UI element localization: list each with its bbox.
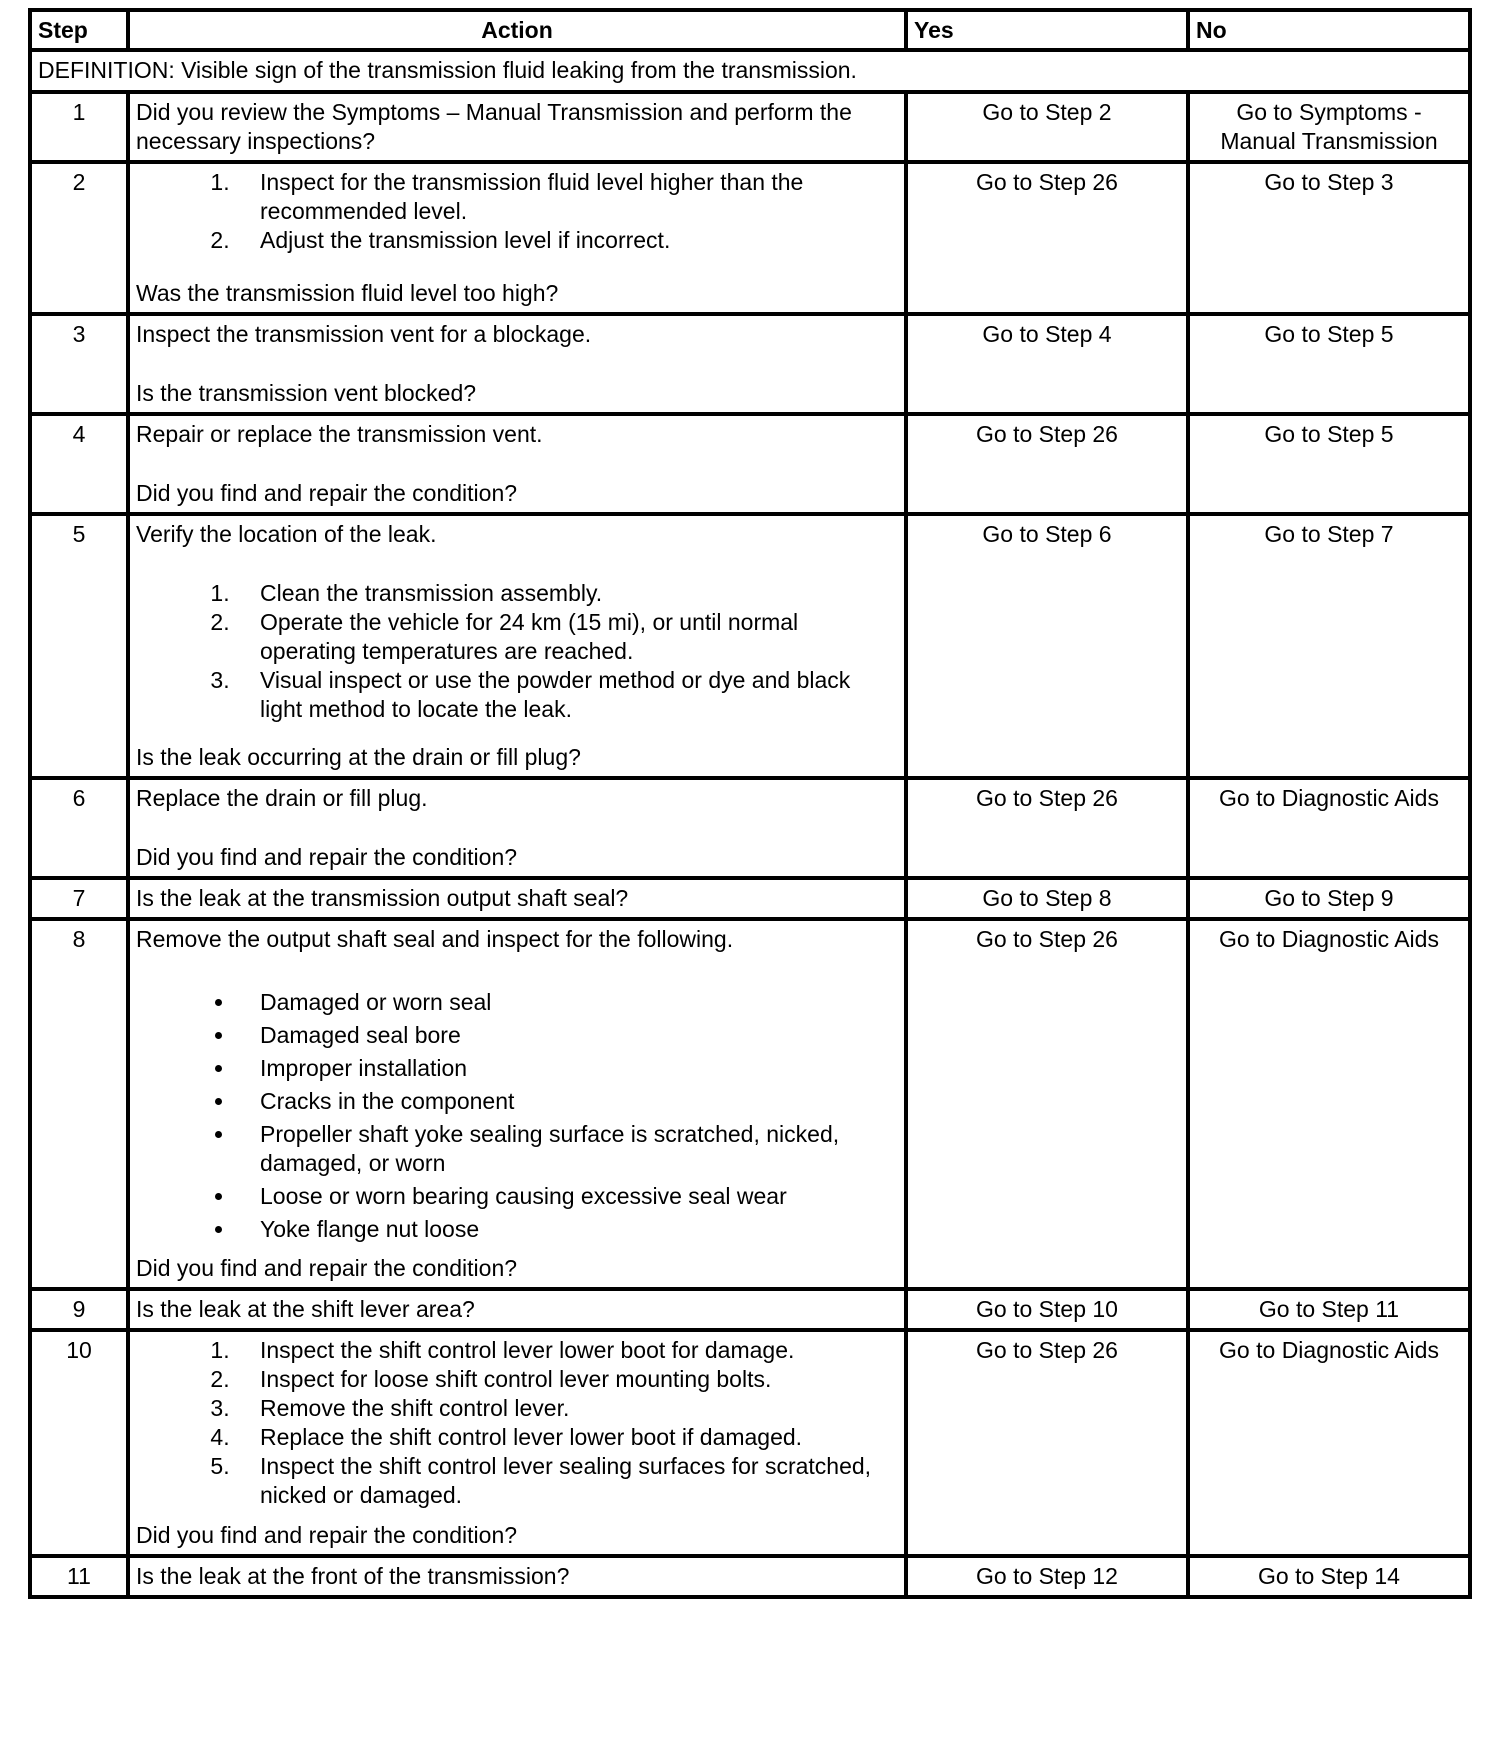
list-item: 2. Adjust the transmission level if incorrect. bbox=[236, 226, 898, 255]
no-cell: Go to Step 5 bbox=[1188, 314, 1470, 414]
action-cell bbox=[128, 1330, 906, 1556]
no-cell: Go to Step 7 bbox=[1188, 514, 1470, 778]
table-row bbox=[30, 1556, 1470, 1597]
step-number: 1 bbox=[30, 92, 128, 162]
list-item: • Damaged or worn seal bbox=[236, 988, 898, 1017]
action-question: Was the transmission fluid level too high? bbox=[136, 280, 559, 306]
action-question: Is the transmission vent blocked? bbox=[136, 380, 477, 406]
action-intro: Repair or replace the transmission vent. bbox=[136, 421, 543, 447]
table-row bbox=[30, 414, 1470, 514]
table-row bbox=[30, 514, 1470, 778]
step-number: 8 bbox=[30, 919, 128, 1289]
step-number: 7 bbox=[30, 878, 128, 919]
action-cell bbox=[128, 314, 906, 414]
step-number: 11 bbox=[30, 1556, 128, 1597]
numbered-list bbox=[136, 168, 898, 255]
action-question: Did you find and repair the condition? bbox=[136, 844, 518, 870]
table-row bbox=[30, 314, 1470, 414]
step-number: 9 bbox=[30, 1289, 128, 1330]
yes-cell: Go to Step 26 bbox=[906, 414, 1188, 514]
action-text: Is the leak at the shift lever area? bbox=[136, 1296, 475, 1322]
action-intro: Verify the location of the leak. bbox=[136, 521, 437, 547]
step-number: 3 bbox=[30, 314, 128, 414]
list-item: 4. Replace the shift control lever lower boot if damaged. bbox=[236, 1423, 898, 1452]
header-step: Step bbox=[30, 10, 128, 50]
table-row bbox=[30, 878, 1470, 919]
action-cell bbox=[128, 162, 906, 314]
table-row bbox=[30, 1330, 1470, 1556]
action-intro: Remove the output shaft seal and inspect for the following. bbox=[136, 926, 734, 952]
yes-cell: Go to Step 4 bbox=[906, 314, 1188, 414]
diagnostic-table bbox=[28, 8, 1472, 1599]
yes-cell: Go to Step 2 bbox=[906, 92, 1188, 162]
yes-cell: Go to Step 10 bbox=[906, 1289, 1188, 1330]
yes-cell: Go to Step 12 bbox=[906, 1556, 1188, 1597]
step-number: 5 bbox=[30, 514, 128, 778]
step-number: 6 bbox=[30, 778, 128, 878]
step-number: 2 bbox=[30, 162, 128, 314]
no-cell: Go to Step 3 bbox=[1188, 162, 1470, 314]
list-item: • Damaged seal bore bbox=[236, 1021, 898, 1050]
action-text: Is the leak at the transmission output shaft seal? bbox=[136, 885, 629, 911]
no-cell: Go to Step 9 bbox=[1188, 878, 1470, 919]
action-cell bbox=[128, 919, 906, 1289]
definition-text: DEFINITION: Visible sign of the transmission fluid leaking from the transmission. bbox=[30, 50, 1470, 92]
action-cell bbox=[128, 878, 906, 919]
action-text: Is the leak at the front of the transmission? bbox=[136, 1563, 570, 1589]
table-row bbox=[30, 92, 1470, 162]
header-action: Action bbox=[128, 10, 906, 50]
yes-cell: Go to Step 26 bbox=[906, 162, 1188, 314]
no-cell: Go to Diagnostic Aids bbox=[1188, 919, 1470, 1289]
no-cell: Go to Diagnostic Aids bbox=[1188, 1330, 1470, 1556]
bullet-list bbox=[136, 988, 898, 1248]
no-cell: Go to Diagnostic Aids bbox=[1188, 778, 1470, 878]
action-question: Is the leak occurring at the drain or fill plug? bbox=[136, 744, 581, 770]
numbered-list bbox=[136, 1336, 898, 1510]
list-item: 1. Inspect the shift control lever lower boot for damage. bbox=[236, 1336, 898, 1365]
list-item: 2. Inspect for loose shift control lever mounting bolts. bbox=[236, 1365, 898, 1394]
definition-row bbox=[30, 50, 1470, 92]
table-row bbox=[30, 162, 1470, 314]
action-cell bbox=[128, 1556, 906, 1597]
list-item: 3. Remove the shift control lever. bbox=[236, 1394, 898, 1423]
list-item: • Yoke flange nut loose bbox=[236, 1215, 898, 1244]
yes-cell: Go to Step 8 bbox=[906, 878, 1188, 919]
action-cell bbox=[128, 414, 906, 514]
table-row bbox=[30, 1289, 1470, 1330]
list-item: 5. Inspect the shift control lever sealing surfaces for scratched, nicked or damaged. bbox=[236, 1452, 898, 1510]
action-question: Did you find and repair the condition? bbox=[136, 1522, 518, 1548]
list-item: • Loose or worn bearing causing excessive seal wear bbox=[236, 1182, 898, 1211]
yes-cell: Go to Step 26 bbox=[906, 1330, 1188, 1556]
action-intro: Replace the drain or fill plug. bbox=[136, 785, 428, 811]
table-row bbox=[30, 919, 1470, 1289]
no-cell: Go to Step 11 bbox=[1188, 1289, 1470, 1330]
step-number: 4 bbox=[30, 414, 128, 514]
action-question: Did you find and repair the condition? bbox=[136, 1255, 518, 1281]
yes-cell: Go to Step 6 bbox=[906, 514, 1188, 778]
no-cell: Go to Step 14 bbox=[1188, 1556, 1470, 1597]
action-cell bbox=[128, 92, 906, 162]
header-no: No bbox=[1188, 10, 1470, 50]
yes-cell: Go to Step 26 bbox=[906, 919, 1188, 1289]
list-item: • Propeller shaft yoke sealing surface is scratched, nicked, damaged, or worn bbox=[236, 1120, 898, 1178]
action-text: Did you review the Symptoms – Manual Transmission and perform the necessary inspections? bbox=[136, 99, 852, 154]
action-question: Did you find and repair the condition? bbox=[136, 480, 518, 506]
table-row bbox=[30, 778, 1470, 878]
numbered-list bbox=[136, 579, 898, 724]
list-item: 3. Visual inspect or use the powder method or dye and black light method to locate the leak. bbox=[236, 666, 898, 724]
action-cell bbox=[128, 514, 906, 778]
no-cell: Go to Symptoms - Manual Transmission bbox=[1188, 92, 1470, 162]
action-cell bbox=[128, 778, 906, 878]
list-item: 1. Clean the transmission assembly. bbox=[236, 579, 898, 608]
no-cell: Go to Step 5 bbox=[1188, 414, 1470, 514]
yes-cell: Go to Step 26 bbox=[906, 778, 1188, 878]
list-item: 1. Inspect for the transmission fluid level higher than the recommended level. bbox=[236, 168, 898, 226]
list-item: 2. Operate the vehicle for 24 km (15 mi), or until normal operating temperatures are reached. bbox=[236, 608, 898, 666]
header-yes: Yes bbox=[906, 10, 1188, 50]
action-cell bbox=[128, 1289, 906, 1330]
list-item: • Improper installation bbox=[236, 1054, 898, 1083]
list-item: • Cracks in the component bbox=[236, 1087, 898, 1116]
header-row bbox=[30, 10, 1470, 50]
action-intro: Inspect the transmission vent for a blockage. bbox=[136, 321, 592, 347]
step-number: 10 bbox=[30, 1330, 128, 1556]
diagnostic-sheet bbox=[28, 8, 1468, 1599]
